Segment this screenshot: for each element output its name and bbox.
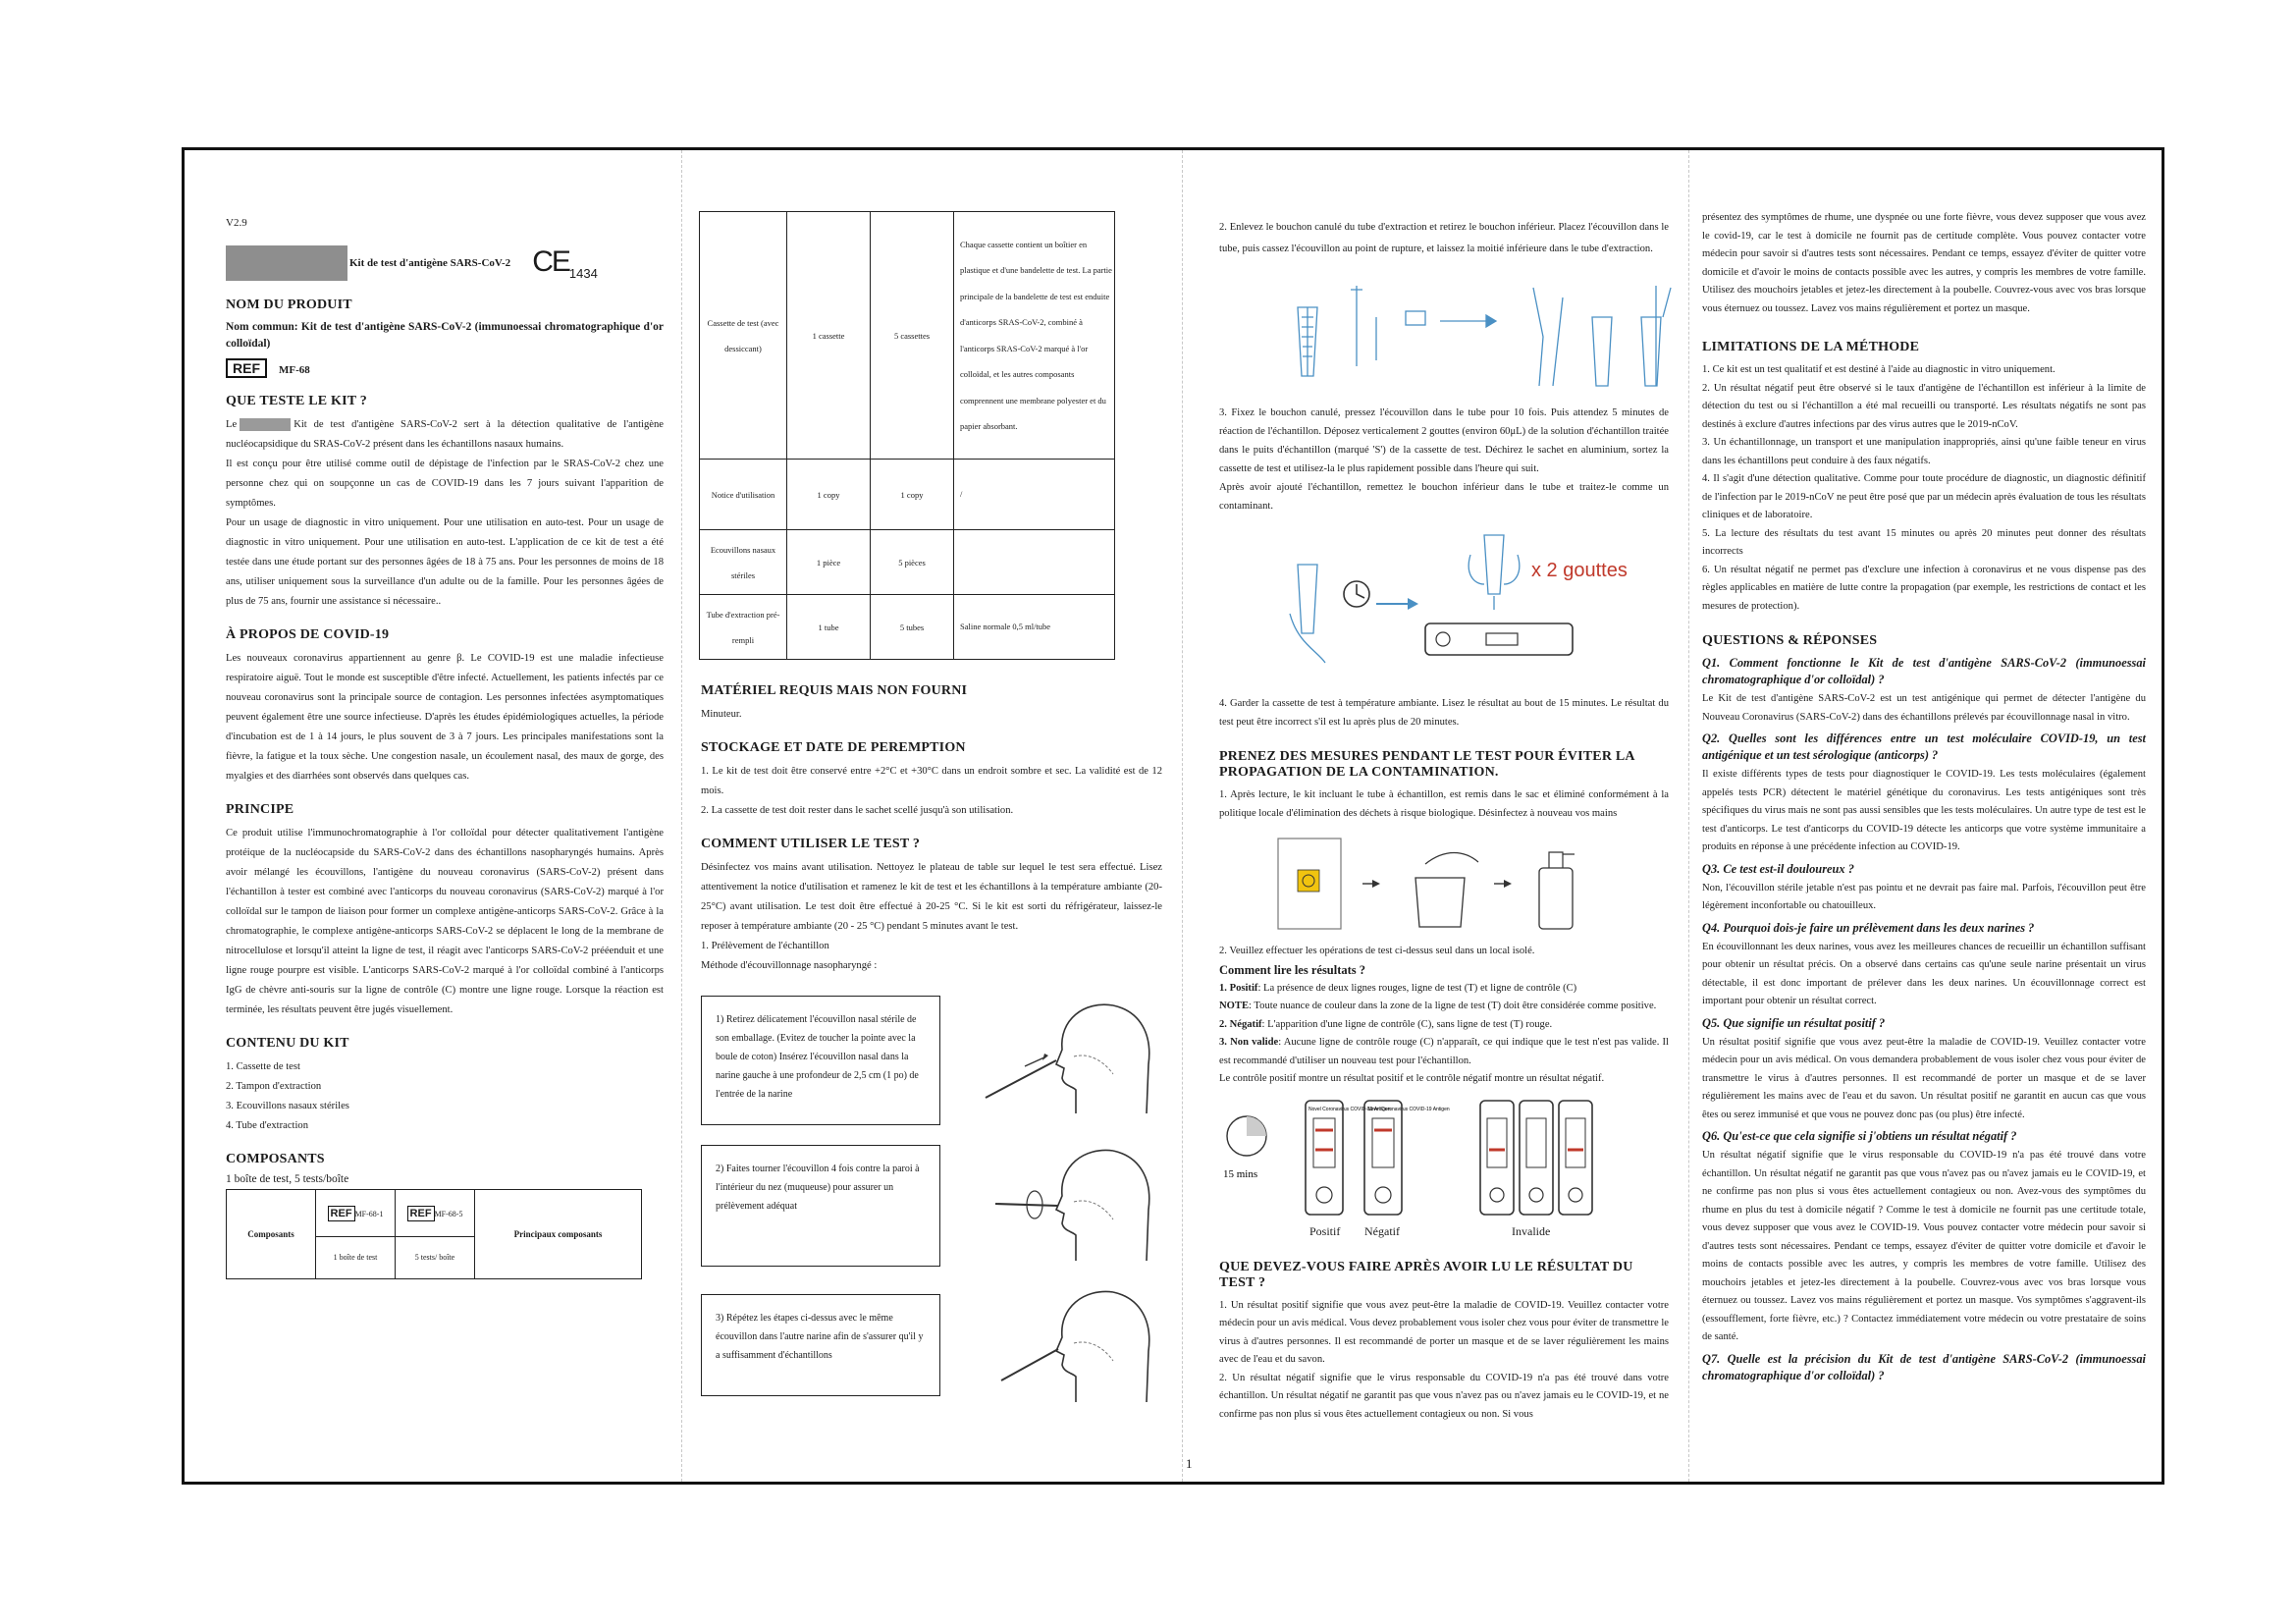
ce-mark-icon: $CE_{1434}$ [532,245,598,281]
question-5: Q5. Que signifie un résultat positif ? [1702,1015,1886,1030]
stockage-item-2: 2. La cassette de test doit rester dans le sachet scellé jusqu'à son utilisation. [701,805,1014,816]
limitation-item-5: 5. La lecture des résultats du test avant 15 minutes ou après 20 minutes peut donner des résultats incorrects [1702,527,2146,557]
principe-text: Ce produit utilise l'immunochromatographie à l'or colloïdal pour détecter qualitativement l'antigène protéique de la nucléocapside du SARS-CoV-2 dans des échantillons nasopharyngés humains. Après avoir mélangé les écouvillons, l'antigène du nouveau coronavirus (SARS-CoV-2) présent dans l'échantillon à tester est combiné avec l'anticorps du nouveau coronavirus (SARS-CoV-2) marqué à l'or colloïdal sur le tampon de liaison pour former un complexe antigène-anticorps SARS-CoV-2. Grâce à la chromatographie, le complexe antigène-anticorps SARS-CoV-2 se déplacent le long de la membrane de nitrocellulose et lorsqu'il atteint la ligne de test, il réagit avec l'anticorps SARS-CoV-2 prééenduit et une ligne rouge pourpre est visible. L'anticorps SARS-CoV-2 marqué à l'or colloïdal combiné à l'anticorps IgG de chèvre anti-souris sur la ligne de contrôle (C) montre une ligne rouge. Lorsque la réaction est terminée, les résultats peuvent être jugés visuellement. [226,828,664,1015]
row-swab-qty1: 1 pièce [787,530,871,595]
answer-5: Un résultat positif signifie que vous avez peut-être la maladie de COVID-19. Veuillez contacter votre médecin pour un avis médical. On vous demandera probablement de vous isoler chez vous pour éviter de transmettre le virus à d'autres personnes. Il est recommandé de porter un masque et de se laver régulièrement les mains avec de l'eau et du savon. Un résultat positif ne garantit en aucun cas que vous êtes ou serez immunisé et que vous ne pouvez donc pas (ou plus) être infecté. [1702,1036,2146,1120]
cassette-invalid-2 [1520,1101,1553,1215]
heading-lire-resultats: Comment lire les résultats ? [1219,962,1366,977]
covid-text: Les nouveaux coronavirus appartiennent au genre β. Le COVID-19 est une maladie infectieuse respiratoire aiguë. Tout le monde est susceptible d'être infecté. Actuellement, les patients infectés par ce nouveau coronavirus sont la principale source de contagion. Les personnes infectées asymptomatiques peuvent également être une source infectieuse. D'après les études épidémiologiques actuelles, la période d'incubation est de 1 à 14 jours, le plus souvent de 3 à 7 jours. Les principales manifestations sont la fièvre, la fatigue et la toux sèche. Une congestion nasale, un écoulement nasal, des maux de gorge, des myalgies et des diarrhées sont observés dans quelques cas. [226,653,664,782]
nom-commun-text: Nom commun: Kit de test d'antigène SARS-CoV-2 (immunoessai chromatographique d'or colloïdal) [226,321,664,350]
panel-3 [1182,150,1688,1482]
lire-negatif: 2. Négatif: L'apparition d'une ligne de contrôle (C), sans ligne de test (T) rouge. [1219,1018,1553,1030]
heading-que-teste: QUE TESTE LE KIT ? [226,394,367,408]
table-cell-composants: Composants [227,1190,316,1279]
heading-composants: COMPOSANTS [226,1152,325,1166]
brand-row [226,244,664,282]
extraction-tube-illustration [1268,278,1688,396]
row-tube-name: Tube d'extraction pré-rempli [700,595,787,660]
row-cassette-desc: Chaque cassette contient un boîtier en plastique et d'une bandelette de test. La partie principale de la bandelette de test est enduite d'anticorps SRAS-CoV-2, combiné à l'anticorps SRAS-CoV-2 marqué à l'or colloïdal, et les autres composants comprennent une membrane polyester et du papier absorbant. [954,212,1115,460]
que-devez-item-2: 2. Un résultat négatif signifie que le virus responsable du COVID-19 n'a pas été trouvé dans votre échantillon. Un résultat négatif ne garantit pas que vous n'avez pas ou n'avez jamais eu le COVID-19, et ne confirme pas non plus si vous êtes actuellement contagieux ou non. Si vous [1219,1372,1669,1420]
lire-non-valide: 3. Non valide: Aucune ligne de contrôle rouge (C) n'apparaît, ce qui indique que le test n'est pas valide. Il est recommandé d'utiliser un nouveau test pour l'échantillon. [1219,1037,1669,1066]
table-cell-ref1: REF MF-68-1 [316,1190,396,1237]
row-swab-qty5: 5 pièces [871,530,954,595]
page-number: 1 [1186,1456,1193,1471]
lire-controle: Le contrôle positif montre un résultat positif et le contrôle négatif montre un résultat négatif. [1219,1073,1605,1084]
row-cassette-qty1: 1 cassette [787,212,871,460]
question-4: Q4. Pourquoi dois-je faire un prélèvement dans les deux narines ? [1702,920,2035,935]
materiel-text: Minuteur. [701,709,742,720]
step-3-row [701,1286,1162,1404]
que-teste-para-1: Le Kit de test d'antigène SARS-CoV-2 sert à la détection qualitative de l'antigène nucléocapsidique du SRAS-CoV-2 présent dans les échantillons nasaux humains. [226,419,664,450]
prelevement-method: Méthode d'écouvillonnage nasopharyngé : [701,960,878,971]
heading-limitations: LIMITATIONS DE LA MÉTHODE [1702,340,1920,354]
limitation-item-6: 6. Un résultat négatif ne permet pas d'exclure une infection à coronavirus et ne vous dispense pas des règles applicables en matière de lutte contre la propagation (par exemple, les restrictions de contact et les mesures de protection). [1702,564,2146,612]
step-2-extraction-text: 2. Enlevez le bouchon canulé du tube d'extraction et retirez le bouchon inférieur. Placez l'écouvillon dans le tube, puis cassez l'écouvillon au point de rupture, et laissez la moitié inférieure dans le tube d'extraction. [1219,222,1669,254]
disposal-illustration [1268,829,1602,937]
que-teste-para-2: Il est conçu pour être utilisé comme outil de dépistage de l'infection par le SRAS-CoV-2 chez une personne chez qui on soupçonne un cas de COVID-19 dans les 7 jours suivant l'apparition de symptômes. [226,459,664,509]
heading-contenu: CONTENU DU KIT [226,1036,349,1051]
step-3-recap-text: Après avoir ajouté l'échantillon, remettez le bouchon inférieur dans le tube et traitez-le comme un contaminant. [1219,482,1669,512]
cassette-icon [1425,623,1573,655]
table-cell-principaux: Principaux composants [475,1190,642,1279]
contenu-item-4: 4. Tube d'extraction [226,1120,309,1131]
que-teste-para-3: Pour un usage de diagnostic in vitro uniquement. Pour une utilisation en auto-test. Pour un usage de diagnostic in vitro uniquement. Pour une utilisation en auto-test. L'application de ce kit de test a été testée dans une étude portant sur des personnes âgées de 18 à 75 ans. Pour les personnes de moins de 18 ans, utiliser uniquement sous la surveillance d'un adulte ou de la famille. Pour les personnes âgées de plus de 75 ans, fournir une assistance si nécessaire.. [226,517,664,607]
heading-que-devez-vous: QUE DEVEZ-VOUS FAIRE APRÈS AVOIR LU LE RÉSULTAT DU TEST ? [1219,1259,1633,1290]
row-notice-qty5: 1 copy [871,460,954,530]
question-1: Q1. Comment fonctionne le Kit de test d'antigène SARS-CoV-2 (immunoessai chromatographique d'or colloïdal) ? [1702,656,2146,686]
results-illustration [1219,1097,1631,1224]
redacted-brand-logo [226,245,347,281]
heading-comment-utiliser: COMMENT UTILISER LE TEST ? [701,837,921,851]
bin-icon [1415,878,1465,927]
row-notice-name: Notice d'utilisation [700,460,787,530]
lire-positif: 1. Positif: La présence de deux lignes rouges, ligne de test (T) et ligne de contrôle (C) [1219,982,1577,994]
prenez-item-2: 2. Veuillez effectuer les opérations de test ci-dessus seul dans un local isolé. [1219,946,1535,956]
product-title: Kit de test d'antigène SARS-CoV-2 [349,257,511,269]
composants-sub: 1 boîte de test, 5 tests/boîte [226,1173,349,1185]
limitation-item-2: 2. Un résultat négatif peut être observé si le taux d'antigène de l'échantillon est inférieur à la limite de détection du test ou si l'échantillon a été mal recueilli ou transporté. Les résultats négatifs ne sont pas destinés à exclure d'autres infections par des virus autres que le 2019-nCoV. [1702,382,2146,430]
redacted-brand-inline [240,418,291,431]
heading-prenez-mesures: PRENEZ DES MESURES PENDANT LE TEST POUR ÉVITER LA PROPAGATION DE LA CONTAMINATION. [1219,749,1634,780]
contenu-item-3: 3. Ecouvillons nasaux stériles [226,1101,349,1111]
cassette-invalid-3 [1559,1101,1592,1215]
two-drops-label: x 2 gouttes [1531,560,1628,581]
contenu-item-1: 1. Cassette de test [226,1061,300,1072]
label-negatif: Négatif [1364,1223,1400,1238]
ref-row [226,358,664,378]
stockage-item-1: 1. Le kit de test doit être conservé entre +2°C et +30°C dans un endroit sombre et sec. La validité est de 12 mois. [701,766,1162,796]
limitation-item-1: 1. Ce kit est un test qualitatif et est destiné à l'aide au diagnostic in vitro uniquement. [1702,364,2056,375]
components-detail-table [699,211,1115,660]
nasal-swab-insert-illustration [966,996,1162,1125]
nasal-swab-rotate-illustration [966,1145,1162,1267]
step-2-box: 2) Faites tourner l'écouvillon 4 fois contre la paroi à l'intérieur du nez (muqueuse) pour assurer un prélèvement adéquat [701,1145,940,1267]
row-tube-qty1: 1 tube [787,595,871,660]
answer-2: Il existe différents types de tests pour diagnostiquer le COVID-19. Les tests moléculaires (également appelés tests PCR) détectent le matériel génétique du coronavirus. Les tests antigéniques sont très spécifiques du virus mais ne sont pas aussi sensibles que les tests moléculaires. Un autre type de test est le test d'anticorps. Le test d'anticorps du COVID-19 détecte les anticorps que votre système immunitaire a produits en réponse à une précédente infection au COVID-19. [1702,769,2146,852]
svg-text:Novel Coronavirus COVID-19 Ant: Novel Coronavirus COVID-19 Antigen [1308,1106,1391,1112]
step-3-box: 3) Répétez les étapes ci-dessus avec le même écouvillon dans l'autre narine afin de s'assurer qu'il y a suffisamment d'échantillons [701,1294,940,1396]
label-positif: Positif [1309,1223,1341,1238]
version-label: V2.9 [226,217,247,229]
label-invalide: Invalide [1512,1223,1551,1238]
que-devez-item-1: 1. Un résultat positif signifie que vous avez peut-être la maladie de COVID-19. Veuillez contacter votre médecin pour un avis médical. Vous devez probablement vous isoler chez vous pour éviter de transmettre le virus à d'autres personnes. Il est recommandé de porter un masque et de se laver régulièrement les mains avec de l'eau et du savon. [1219,1299,1669,1365]
row-tube-desc: Saline normale 0,5 ml/tube [954,595,1115,660]
ref-code: MF-68 [279,364,310,376]
cassette-invalid-1 [1480,1101,1514,1215]
continuation-text: présentez des symptômes de rhume, une dyspnée ou une forte fièvre, vous devez supposer que vous avez le covid-19, car le test à domicile ne fournit pas de certitude complète. Vous pouvez contacter votre médecin pour savoir si d'autres tests sont nécessaires. Pendant ce temps, essayez d'éviter de quitter votre domicile et d'avoir le moins de contacts possible avec les autres, y compris les membres de votre famille. Utilisez des mouchoirs jetables et jetez-les directement à la poubelle. Couvrez-vous avec vos bras lorsque vous éternuez ou toussez. Lavez vos mains régulièrement et portez un masque. [1702,212,2146,314]
heading-questions-reponses: QUESTIONS & RÉPONSES [1702,633,1878,648]
step-2-row [701,1145,1162,1267]
limitation-item-4: 4. Il s'agit d'une détection qualitative. Comme pour toute procédure de diagnostic, un diagnostic définitif de l'infection par le 2019-nCoV ne peut être posé que par un médecin après évaluation de tous les résultats cliniques et de laboratoire. [1702,473,2146,520]
question-2: Q2. Quelles sont les différences entre un test moléculaire COVID-19, un test antigénique et un test sérologique (anticorps) ? [1702,731,2146,762]
ce-number: 1434 [568,266,598,281]
answer-3: Non, l'écouvillon stérile jetable n'est pas pointu et ne devrait pas faire mal. Parfois, l'écouvillon peut être légèrement inconfortable ou chatouilleux. [1702,882,2146,911]
heading-nom-produit: NOM DU PRODUIT [226,298,352,312]
svg-text:Novel Coronavirus COVID-19 Ant: Novel Coronavirus COVID-19 Antigen [1367,1106,1450,1112]
limitation-item-3: 3. Un échantillonnage, un transport et une manipulation inappropriés, ainsi qu'une faible teneur en virus dans les échantillons peut conduire à des faux négatifs. [1702,437,2146,466]
heading-principe: PRINCIPE [226,802,294,817]
cassette-positive [1306,1101,1391,1215]
question-7: Q7. Quelle est la précision du Kit de test d'antigène SARS-CoV-2 (immunoessai chromatographique d'or colloïdal) ? [1702,1351,2146,1382]
row-swab-name: Ecouvillons nasaux stériles [700,530,787,595]
table-cell-sub1: 1 boîte de test [316,1237,396,1279]
table-cell-ref2: REF MF-68-5 [396,1190,475,1237]
nasal-swab-other-nostril-illustration [966,1286,1162,1404]
step-3-squeeze-text: 3. Fixez le bouchon canulé, pressez l'écouvillon dans le tube pour 10 fois. Puis attendez 5 minutes de réaction de l'échantillon. Déposez verticalement 2 gouttes (environ 60μL) de la solution d'échantillon traitée dans le puits d'échantillon (marqué 'S') de la cassette de test. Déchirez le sachet en aluminium, sortez la cassette de test et utilisez-la le plus rapidement possible dans l'heure qui suit. [1219,407,1669,474]
sanitizer-bottle-icon [1539,868,1573,929]
step-1-row [701,996,1162,1125]
drops-illustration [1278,525,1671,673]
step-1-box: 1) Retirez délicatement l'écouvillon nasal stérile de son emballage. (Evitez de toucher la pointe avec la boule de coton) Insérez l'écouvillon nasal dans la narine gauche à une profondeur de 2,5 cm (1 po) de l'entrée de la narine [701,996,940,1125]
results-labels [1219,1224,1669,1242]
contenu-item-2: 2. Tampon d'extraction [226,1081,322,1092]
row-cassette-name: Cassette de test (avec dessiccant) [700,212,787,460]
row-notice-qty1: 1 copy [787,460,871,530]
timer-15-label: 15 mins [1223,1167,1258,1180]
panel-4 [1688,150,2162,1482]
row-cassette-qty5: 5 cassettes [871,212,954,460]
row-swab-desc [954,530,1115,595]
row-tube-qty5: 5 tubes [871,595,954,660]
answer-6: Un résultat négatif signifie que le virus responsable du COVID-19 n'a pas été trouvé dans votre échantillon. Un résultat négatif ne garantit pas que vous n'avez pas ou n'avez jamais eu le COVID-19, et ne confirme pas non plus si vous êtes actuellement contagieux ou non. Avez-vous des symptômes du rhume en plus du test à domicile négatif ? Comme le test à domicile ne fournit pas une certitude totale, vous devez supposer que vous avez le COVID-19. Vous pouvez contacter votre médecin pour savoir si d'autres tests sont nécessaires. Pendant ce temps, essayez d'éviter de quitter votre domicile et d'avoir le moins de contacts possible avec les autres, y compris les membres de votre famille. Utilisez des mouchoirs jetables et jetez-les directement à la poubelle. Couvrez-vous avec vos bras lorsque vous éternuez ou toussez. Lavez vos mains régulièrement et portez un masque. Vos symptômes s'aggravent-ils (essoufflement, forte fièvre, etc.) ? Contactez immédiatement votre médecin ou votre prestataire de soins de santé. [1702,1150,2146,1342]
panel-2 [681,150,1182,1482]
lire-note: NOTE: Toute nuance de couleur dans la zone de la ligne de test (T) doit être considérée comme positive. [1219,1001,1657,1011]
composants-table [226,1189,642,1279]
heading-covid: À PROPOS DE COVID-19 [226,627,390,642]
panel-1 [185,150,681,1482]
leaflet-sheet [182,147,2164,1485]
question-3: Q3. Ce test est-il douloureux ? [1702,861,1854,876]
answer-4: En écouvillonnant les deux narines, vous avez les meilleures chances de recueillir un échantillon suffisant pour obtenir un résultat précis. On a observé dans certains cas qu'une seule narine présentait un virus détectable, il est donc important de prélever dans les deux narines. Un écouvillonnage correct est important pour obtenir un résultat correct. [1702,941,2146,1006]
prelevement-title: 1. Prélèvement de l'échantillon [701,941,829,951]
comment-text: Désinfectez vos mains avant utilisation. Nettoyez le plateau de table sur lequel le test sera effectué. Lisez attentivement la notice d'utilisation et ramenez le kit de test et les échantillons à la température ambiante (20- 25°C) avant utilisation. Le test doit être effectué à 20-25 °C. Si le kit est sorti du réfrigérateur, laissez-le reposer à température ambiante (20 - 25 °C) pendant 5 minutes avant le test. [701,862,1162,932]
ref-symbol: REF [226,358,267,378]
table-cell-sub2: 5 tests/ boîte [396,1237,475,1279]
step-4-text: 4. Garder la cassette de test à température ambiante. Lisez le résultat au bout de 15 minutes. Le résultat du test peut être incorrect s'il est lu après plus de 20 minutes. [1219,698,1669,728]
heading-stockage: STOCKAGE ET DATE DE PEREMPTION [701,740,966,755]
prenez-item-1: 1. Après lecture, le kit incluant le tube à échantillon, est remis dans le sac et éliminé conformément à la politique locale d'élimination des déchets à risque biologique. Désinfectez à nouveau vos mains [1219,789,1669,819]
cassette-negative [1364,1101,1450,1215]
heading-materiel: MATÉRIEL REQUIS MAIS NON FOURNI [701,683,968,698]
question-6: Q6. Qu'est-ce que cela signifie si j'obtiens un résultat négatif ? [1702,1129,2017,1143]
answer-1: Le Kit de test d'antigène SARS-CoV-2 est un test antigénique qui permet de détecter l'antigène du Nouveau Coronavirus (SARS-CoV-2) dans des échantillons prélevés par écouvillonnage nasal in vitro. [1702,693,2146,723]
row-notice-desc: / [954,460,1115,530]
